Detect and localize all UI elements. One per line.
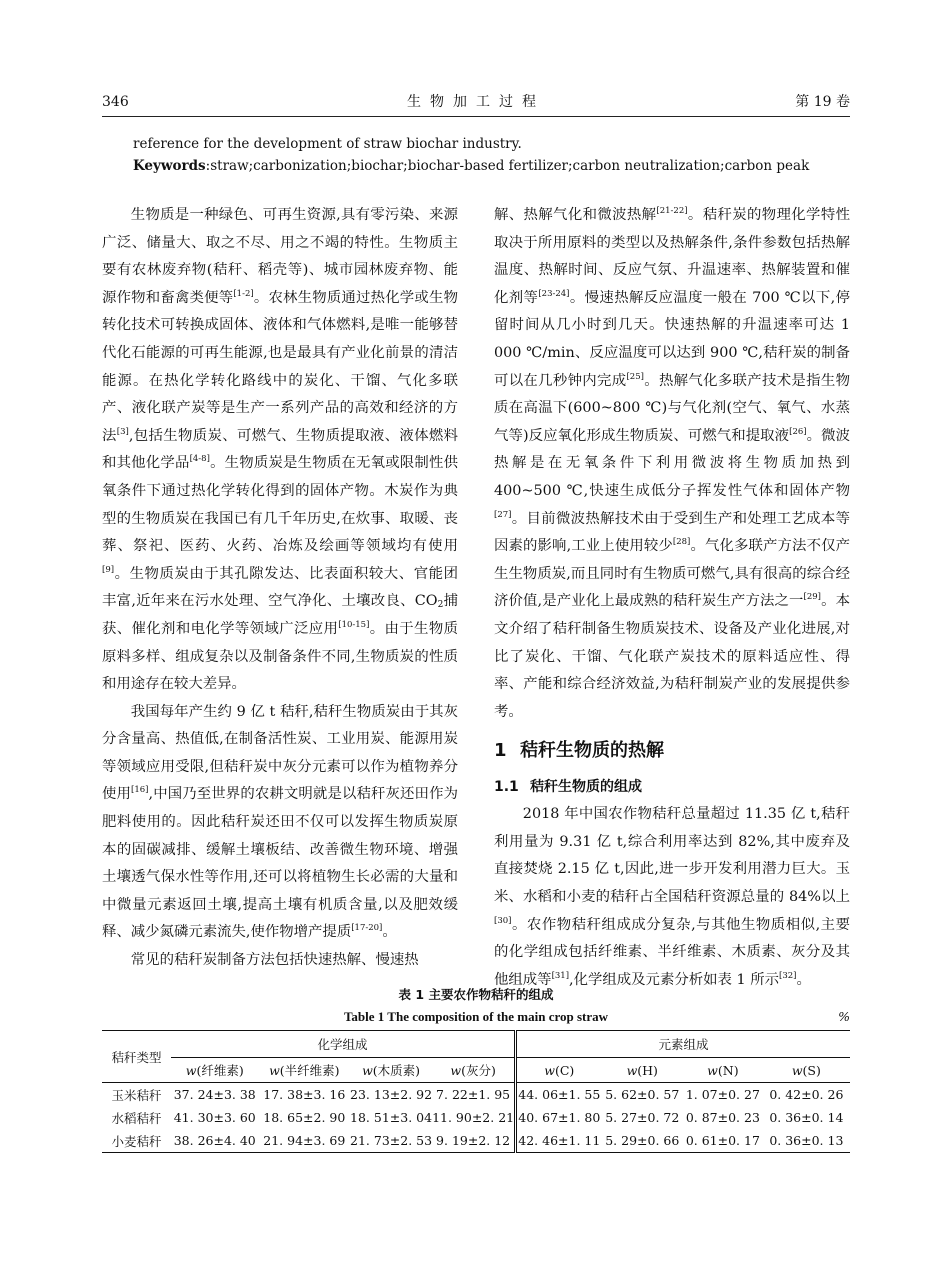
col-header: [763, 1058, 850, 1083]
table-cell: 5. 29±0. 66: [601, 1129, 683, 1153]
table-unit: %: [838, 1009, 850, 1024]
text-run: 。农作物秸秆组成成分复杂,与其他生物质相似,主要的化学组成包括纤维素、半纤维素、木质素、灰分及其他组成等: [494, 916, 850, 988]
text-run: 2018 年中国农作物秸秆总量超过 11.35 亿 t,秸秆利用量为 9.31 亿 t,综合利用率达到 82%,其中废弃及直接焚烧 2.15 亿 t,因此,进一步开发利用潜力巨大。玉米、水稻和小麦的秸秆占全国秸秆资源总量的 84%以上: [494, 806, 850, 906]
table-cell: 1. 07±0. 27: [685, 1087, 760, 1102]
group-header-chem: 化学组成: [171, 1031, 516, 1058]
text-run: ,包括生物质炭、可燃气、生物质提取液、液体燃料和其他化学品: [102, 427, 458, 472]
keywords-sep: :: [205, 158, 211, 174]
keywords-line: [133, 156, 850, 176]
citation: [17-20]: [351, 923, 383, 934]
text-run: 。农林生物质通过热化学或生物转化技术可转换成固体、液体和气体燃料,是唯一能够替代化石能源的可再生能源,也是最具有产业化前景的清洁能源。在热化学转化路线中的炭化、干馏、气化多联产、液化联产炭等是生产一系列产品的高效和经济的方法: [102, 289, 458, 444]
col-header: [350, 1058, 432, 1083]
journal-title: 生物加工过程: [407, 94, 545, 110]
text-run: 。热解气化多联产技术是指生物质在高温下(600~800 ℃)与气化剂(空气、氧气、水蒸气等)反应氧化形成生物质炭、可燃气和提取液: [494, 372, 850, 444]
citation: [3]: [116, 426, 129, 437]
text-run: 。微波热解是在无氧条件下利用微波将生物质加热到 400~500 ℃,快速生成低分子挥发性气体和固体产物: [494, 427, 850, 499]
row-name: 玉米秸秆: [111, 1087, 162, 1103]
citation: [1-2]: [233, 288, 254, 299]
table-cell: 5. 62±0. 57: [605, 1087, 680, 1102]
text-run: 。: [382, 924, 397, 941]
table-cell: 7. 22±1. 95: [432, 1083, 516, 1107]
text-run: 。慢速热解反应温度一般在 700 ℃以下,停留时间从几小时到几天。快速热解的升温速率可达 1 000 ℃/min、反应温度可以达到 900 ℃,秸秆炭的制备可以在几秒钟内完成: [494, 289, 850, 389]
group-header-elem: 元素组成: [516, 1031, 850, 1058]
col-header: [259, 1058, 350, 1083]
table-cell: 0. 87±0. 23: [685, 1110, 760, 1125]
citation: [21-22]: [656, 206, 688, 216]
paragraph-intro-2: [102, 699, 458, 947]
col-label: (木质素): [372, 1063, 421, 1078]
text-run: 我国每年产生约 9 亿 t 秸秆,秸秆生物质炭由于其灰分含量高、热值低,在制备活性炭、工业用炭、能源用炭等领域应用受限,但秸秆炭中灰分元素可以作为植物养分使用: [102, 703, 458, 803]
text-run: 。目前微波热解技术由于受到生产和处理工艺成本等因素的影响,工业上使用较少: [494, 510, 850, 555]
citation: [16]: [131, 785, 149, 796]
citation: [27]: [494, 509, 512, 520]
col-header: [432, 1058, 516, 1083]
col-label: (C): [554, 1062, 575, 1078]
row-name: 小麦秸秆: [102, 1129, 171, 1153]
col-label: (S): [802, 1062, 821, 1078]
w-symbol: w: [626, 1062, 638, 1078]
citation: [31]: [551, 970, 570, 981]
col-label: (纤维素): [196, 1063, 244, 1078]
section-title: 秸秆生物质的热解: [520, 740, 664, 762]
table-cell: 40. 67±1. 80: [518, 1110, 601, 1125]
subsection-title: 秸秆生物质的组成: [530, 779, 642, 796]
w-symbol: w: [707, 1062, 718, 1078]
table-cell: 44. 06±1. 55: [518, 1087, 601, 1102]
table-cell: 21. 94±3. 69: [259, 1129, 350, 1153]
col-label: (灰分): [461, 1063, 496, 1078]
text-run: 。由于生物质原料多样、组成复杂以及制备条件不同,生物质炭的性质和用途存在较大差异。: [102, 620, 458, 693]
table-cell: 18. 51±3. 04: [350, 1110, 433, 1125]
row-header-cell: 秸秆类型: [102, 1031, 171, 1083]
text-run: 。生物质炭由于其孔隙发达、比表面积较大、官能团丰富,近年来在污水处理、空气净化、土壤改良、CO: [102, 565, 458, 610]
col-label: (H): [637, 1062, 658, 1078]
col-header: [171, 1058, 259, 1083]
table-cell: 42. 46±1. 11: [516, 1129, 602, 1153]
table-header-row: [102, 1031, 850, 1058]
col-header: [683, 1058, 763, 1083]
col-header: [516, 1058, 602, 1083]
paragraph-intro-3: 常见的秸秆炭制备方法包括快速热解、慢速热: [130, 952, 419, 969]
subscript: 2: [437, 600, 444, 611]
table-row: [102, 1129, 850, 1153]
citation: [23-24]: [538, 288, 570, 299]
w-symbol: w: [185, 1063, 197, 1078]
table-cell: 18. 65±2. 90: [263, 1110, 346, 1125]
text-run: 。本文介绍了秸秆制备生物质炭技术、设备及产业化进展,对比了炭化、干馏、气化联产炭技术的原料适应性、得率、产能和综合经济效益,为秸秆制炭产业的发展提供参考。: [494, 593, 850, 720]
table-caption-zh: 表 1 主要农作物秸秆的组成: [398, 987, 554, 1002]
table-cell: 9. 19±2. 12: [432, 1129, 516, 1153]
citation: [32]: [779, 970, 797, 981]
table-cell: 0. 61±0. 17: [683, 1129, 763, 1153]
table-cell: 17. 38±3. 16: [263, 1087, 346, 1102]
text-run: 解、热解气化和微波热解: [494, 207, 657, 223]
row-name: 水稻秸秆: [111, 1110, 162, 1126]
table-cell: 38. 26±4. 40: [171, 1129, 259, 1153]
w-symbol: w: [791, 1062, 803, 1078]
table-cell: 23. 13±2. 92: [350, 1087, 433, 1102]
table-cell: 41. 30±3. 60: [173, 1110, 256, 1125]
citation: [26]: [789, 426, 807, 437]
text-run: 。生物质炭是生物质在无氧或限制性供氧条件下通过热化学转化得到的固体产物。木炭作为典型的生物质炭在我国已有几千年历史,在炊事、取暖、丧葬、祭祀、医药、火药、冶炼及绘画等领域均有使用: [102, 455, 458, 555]
text-run: 捕获、催化剂和电化学等领域广泛应用: [102, 593, 458, 637]
text-run: 。气化多联产方法不仅产生生物质炭,而且同时有生物质可燃气,具有很高的综合经济价值,是产业化上最成熟的秸秆炭生产方法之一: [494, 538, 850, 610]
text-run: 。: [796, 971, 811, 988]
table-caption-en: Table 1 The composition of the main crop straw: [343, 1009, 609, 1024]
header-rule: [102, 116, 850, 117]
citation: [30]: [494, 915, 512, 926]
right-column: [494, 202, 850, 994]
page-number: 346: [102, 94, 129, 110]
w-symbol: w: [544, 1062, 555, 1078]
table-cell: 11. 90±2. 21: [432, 1106, 516, 1129]
abstract-tail: reference for the development of straw biochar industry.: [133, 136, 522, 152]
keywords-label: Keywords: [133, 158, 206, 174]
citation: [29]: [803, 592, 821, 603]
citation: [10-15]: [338, 619, 370, 630]
table-cell: 0. 36±0. 13: [763, 1129, 850, 1153]
running-header: [102, 90, 850, 114]
col-label: (半纤维素): [279, 1063, 340, 1078]
paragraph-composition: [494, 801, 850, 994]
keywords-text: straw;carbonization;biochar;biochar-based fertilizer;carbon neutralization;carbon peak: [210, 158, 810, 174]
text-run: 生物质是一种绿色、可再生资源,具有零污染、来源广泛、储量大、取之不尽、用之不竭的特性。生物质主要有农林废弃物(秸秆、稻壳等)、城市园林废弃物、能源作物和畜禽类便等: [102, 207, 458, 306]
table-row: [102, 1106, 850, 1129]
citation: [4-8]: [189, 454, 210, 465]
table-subheader-row: [102, 1058, 850, 1083]
section-number: 1: [494, 740, 507, 762]
table-cell: 21. 73±2. 53: [350, 1129, 432, 1153]
w-symbol: w: [450, 1063, 462, 1078]
composition-table: [102, 1030, 850, 1153]
table-cell: 0. 42±0. 26: [769, 1087, 844, 1102]
paragraph-continued: [494, 202, 850, 726]
table-cell: 5. 27±0. 72: [605, 1110, 680, 1125]
subsection-number: 1.1: [494, 779, 519, 796]
paragraph-intro-1: [102, 202, 458, 699]
text-run: ,化学组成及元素分析如表 1 所示: [569, 971, 779, 988]
citation: [9]: [102, 564, 115, 575]
citation: [28]: [672, 537, 691, 548]
left-column: [102, 202, 458, 975]
volume-label: 第 19 卷: [795, 94, 850, 110]
w-symbol: w: [362, 1063, 373, 1078]
table-row: [102, 1083, 850, 1107]
col-label: (N): [717, 1062, 739, 1078]
w-symbol: w: [269, 1063, 280, 1078]
table-cell: 37. 24±3. 38: [173, 1087, 256, 1102]
citation: [25]: [626, 371, 644, 382]
table-cell: 0. 36±0. 14: [769, 1110, 844, 1125]
text-run: ,中国乃至世界的农耕文明就是以秸秆灰还田作为肥料使用的。因此秸秆炭还田不仅可以发挥生物质炭原本的固碳减排、缓解土壤板结、改善微生物环境、增强土壤透气保水性等作用,还可以将植物生长必需的大量和中微量元素返回土壤,提高土壤有机质含量,以及肥效缓释、减少氮磷元素流失,使作物增产提质: [102, 786, 458, 941]
section-heading: [494, 736, 850, 766]
text-run: 。秸秆炭的物理化学特性取决于所用原料的类型以及热解条件,条件参数包括热解温度、热解时间、反应气氛、升温速率、热解装置和催化剂等: [494, 207, 850, 306]
subsection-heading: [494, 774, 850, 801]
col-header: [601, 1058, 683, 1083]
